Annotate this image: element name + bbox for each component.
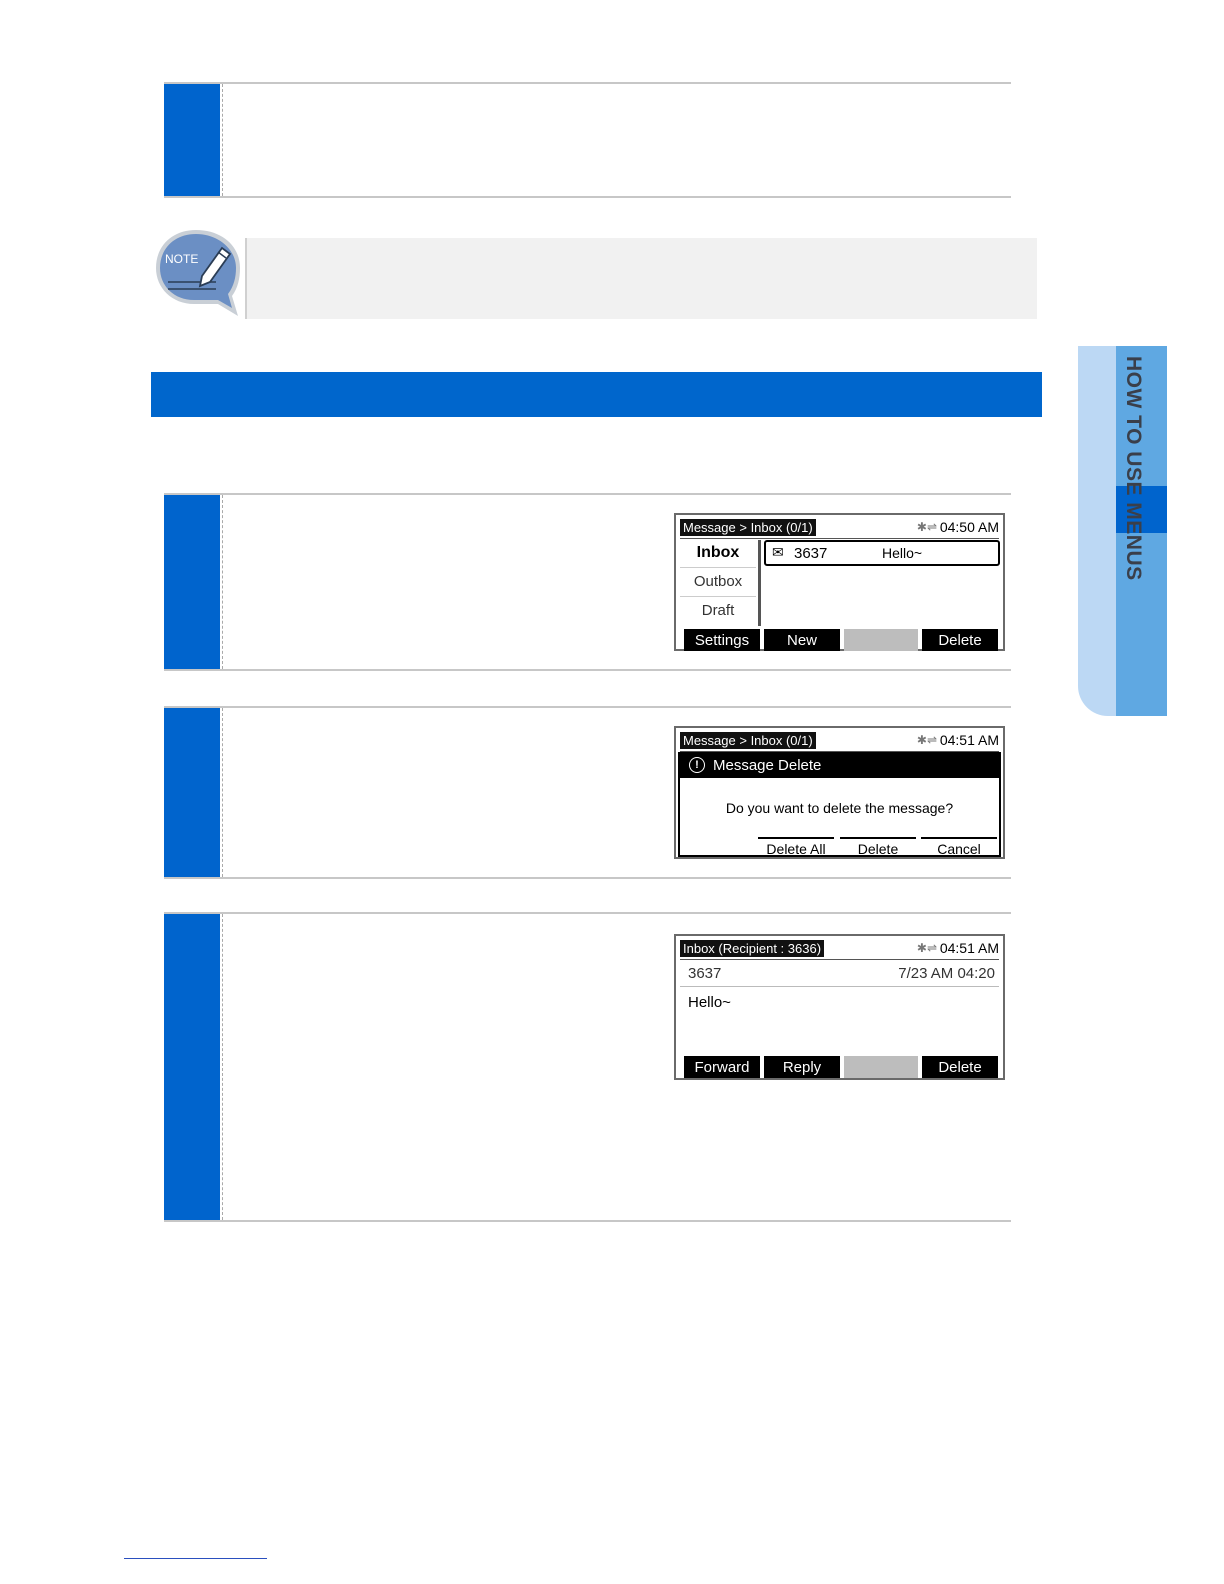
step-number-bar	[164, 495, 220, 669]
softkey-empty[interactable]	[844, 629, 918, 651]
step-box-1	[164, 82, 1011, 198]
softkey-reply[interactable]: Reply	[764, 1056, 840, 1078]
phone-screen-inbox	[674, 513, 1005, 651]
message-number: 3637	[794, 545, 828, 562]
message-sender: 3637	[688, 965, 722, 982]
message-list-item[interactable]	[764, 540, 1000, 566]
step-number-bar	[164, 84, 220, 196]
side-tab-label: HOW TO USE MENUS	[1122, 356, 1145, 581]
softkey-delete[interactable]: Delete	[922, 1056, 998, 1078]
phone-screen-message-view	[674, 934, 1005, 1080]
softkey-forward[interactable]: Forward	[684, 1056, 760, 1078]
dialog-button-delete[interactable]: Delete	[840, 837, 916, 857]
message-icon: ✉	[772, 544, 784, 560]
screen-breadcrumb: Message > Inbox (0/1)	[680, 519, 816, 536]
screen-time: 04:51 AM	[939, 940, 999, 956]
side-tab-light	[1078, 346, 1116, 716]
screen-status-bar	[680, 938, 999, 960]
step-number-bar	[164, 708, 220, 877]
dialog-button-cancel[interactable]: Cancel	[921, 837, 997, 857]
step-divider	[222, 84, 223, 196]
step-divider	[222, 708, 223, 877]
note-panel	[245, 238, 1037, 319]
bluetooth-icon: ✱⇌	[916, 520, 937, 534]
dialog-title-bar	[680, 754, 999, 778]
footer-link-underline[interactable]	[124, 1558, 267, 1559]
screen-time: 04:51 AM	[939, 732, 999, 748]
phone-screen-delete-dialog	[674, 726, 1005, 859]
message-header-row	[680, 962, 999, 987]
softkey-settings[interactable]: Settings	[684, 629, 760, 651]
note-badge-text: NOTE	[165, 252, 199, 266]
message-preview: Hello~	[882, 545, 923, 561]
message-body: Hello~	[688, 994, 731, 1011]
note-icon	[152, 226, 242, 318]
message-date: 7/23 AM 04:20	[898, 965, 995, 982]
section-header-bar	[151, 372, 1042, 417]
menu-item-outbox[interactable]: Outbox	[680, 568, 756, 597]
alert-icon: !	[689, 757, 705, 773]
menu-scrollbar[interactable]	[758, 540, 761, 626]
step-number-bar	[164, 914, 220, 1220]
step-divider	[222, 914, 223, 1220]
dialog-message: Do you want to delete the message?	[725, 800, 954, 816]
softkey-delete[interactable]: Delete	[922, 629, 998, 651]
step-divider	[222, 495, 223, 669]
screen-status-bar	[680, 517, 999, 539]
screen-breadcrumb: Inbox (Recipient : 3636)	[680, 940, 824, 957]
screen-time: 04:50 AM	[939, 519, 999, 535]
menu-item-inbox[interactable]: Inbox	[680, 539, 756, 568]
screen-status-bar	[680, 730, 999, 752]
bluetooth-icon: ✱⇌	[916, 733, 937, 747]
softkey-empty[interactable]	[844, 1056, 918, 1078]
chapter-side-tab[interactable]	[1078, 346, 1167, 716]
dialog-box	[678, 752, 1001, 857]
dialog-button-delete-all[interactable]: Delete All	[758, 837, 834, 857]
softkey-new[interactable]: New	[764, 629, 840, 651]
bluetooth-icon: ✱⇌	[916, 941, 937, 955]
screen-breadcrumb: Message > Inbox (0/1)	[680, 732, 816, 749]
menu-item-draft[interactable]: Draft	[701, 602, 735, 619]
dialog-title: Message Delete	[713, 757, 822, 774]
